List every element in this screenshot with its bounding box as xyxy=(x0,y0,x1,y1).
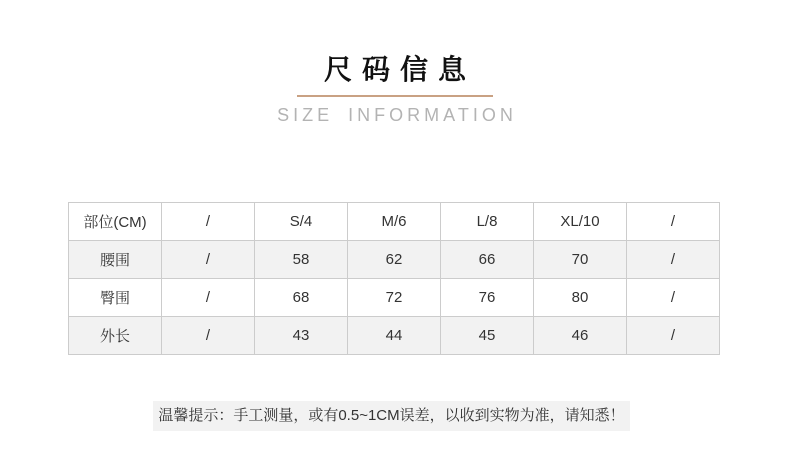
size-table xyxy=(68,202,720,355)
table-header-cell: S/4 xyxy=(255,203,348,241)
table-cell: 43 xyxy=(255,317,348,355)
table-cell: / xyxy=(162,279,255,317)
table-cell: 80 xyxy=(534,279,627,317)
table-cell: 46 xyxy=(534,317,627,355)
table-header-cell: XL/10 xyxy=(534,203,627,241)
table-cell: 68 xyxy=(255,279,348,317)
size-table-header-row xyxy=(69,203,720,241)
section-title-chinese: 尺码信息 xyxy=(323,54,476,85)
title-underline xyxy=(297,95,493,97)
section-title-english: SIZE INFORMATION xyxy=(277,105,517,125)
table-header-cell: / xyxy=(162,203,255,241)
table-cell: 62 xyxy=(348,241,441,279)
table-cell: / xyxy=(162,241,255,279)
table-cell: 58 xyxy=(255,241,348,279)
table-cell: 70 xyxy=(534,241,627,279)
table-cell: 45 xyxy=(441,317,534,355)
row-label-cell: 臀围 xyxy=(69,279,162,317)
table-header-cell: M/6 xyxy=(348,203,441,241)
row-label-cell: 外长 xyxy=(69,317,162,355)
table-cell: 76 xyxy=(441,279,534,317)
table-cell: / xyxy=(627,279,720,317)
table-cell: / xyxy=(627,241,720,279)
table-row-waist xyxy=(69,241,720,279)
table-row-hip xyxy=(69,279,720,317)
table-cell: 66 xyxy=(441,241,534,279)
section-header xyxy=(0,52,790,126)
table-cell: / xyxy=(627,317,720,355)
table-cell: 44 xyxy=(348,317,441,355)
measurement-note: 温馨提示：手工测量，或有0.5~1CM误差，以收到实物为准，请知悉！ xyxy=(153,401,630,431)
table-header-cell: / xyxy=(627,203,720,241)
table-header-cell: 部位(CM) xyxy=(69,203,162,241)
table-cell: / xyxy=(162,317,255,355)
row-label-cell: 腰围 xyxy=(69,241,162,279)
table-header-cell: L/8 xyxy=(441,203,534,241)
table-row-outer-length xyxy=(69,317,720,355)
table-cell: 72 xyxy=(348,279,441,317)
